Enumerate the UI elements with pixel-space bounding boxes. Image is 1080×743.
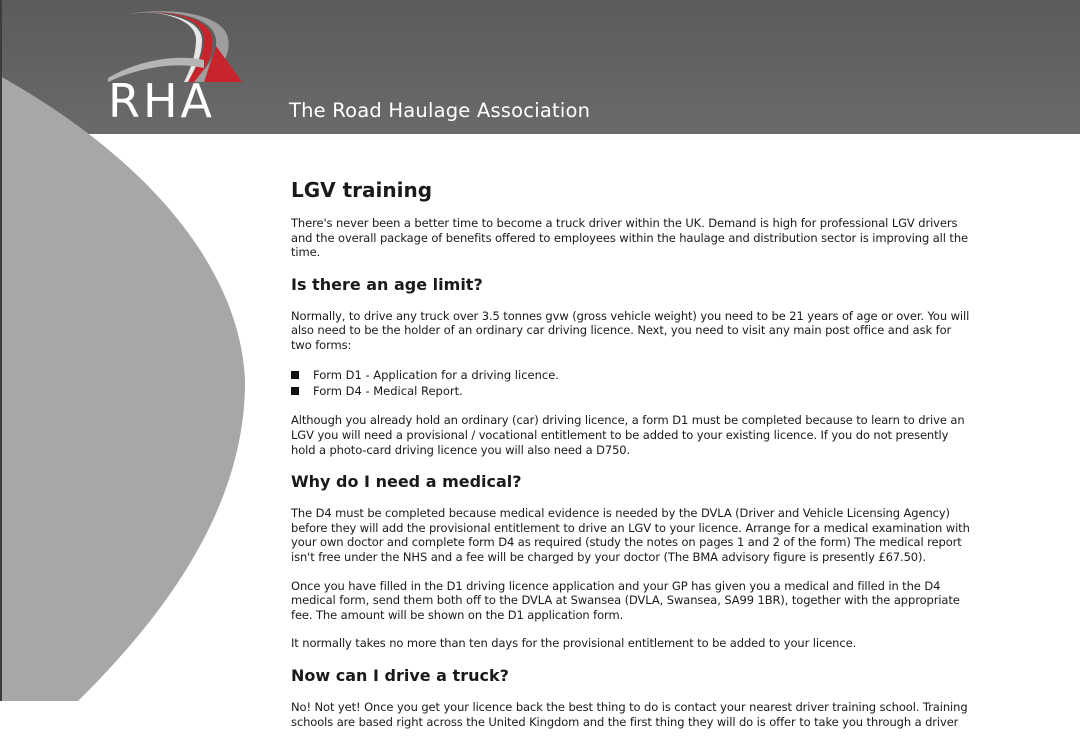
- organisation-name: The Road Haulage Association: [289, 99, 591, 122]
- article: [291, 176, 971, 743]
- forms-list: [291, 367, 971, 400]
- section-paragraph: It normally takes no more than ten days for the provisional entitlement to be added to your licence.: [291, 636, 857, 651]
- list-item: [291, 383, 971, 399]
- list-item: [291, 367, 971, 383]
- list-item-text: Form D4 - Medical Report.: [313, 383, 463, 398]
- section-heading-age-limit: Is there an age limit?: [291, 274, 483, 294]
- section-paragraph: The D4 must be completed because medical evidence is needed by the DVLA (Driver and Vehicle Licensing Agency) before they will add the provisional entitlement to drive an LGV to your licence. Arrange for a medical examination with your own doctor and complete form D4 as required (study the notes on pages 1 and 2 of the form) The medical report isn't free under the NHS and a fee will be charged by your doctor (The BMA advisory figure is presently £67.50).: [291, 506, 970, 564]
- section-paragraph: Once you have filled in the D1 driving licence application and your GP has given you a medical and filled in the D4 medical form, send them both off to the DVLA at Swansea (DVLA, Swansea, SA99 1BR), together with the appropriate fee. The amount will be shown on the D1 application form.: [291, 578, 960, 622]
- list-item-text: Form D1 - Application for a driving licence.: [313, 367, 559, 382]
- square-bullet-icon: [291, 387, 299, 395]
- left-border: [0, 0, 2, 701]
- rha-logo-text: RHA: [108, 74, 216, 128]
- square-bullet-icon: [291, 371, 299, 379]
- intro-paragraph: There's never been a better time to become a truck driver within the UK. Demand is high for professional LGV drivers and the overall package of benefits offered to employees within the haulage and distribution sector is improving all the time.: [291, 216, 968, 260]
- section-paragraph: Normally, to drive any truck over 3.5 tonnes gvw (gross vehicle weight) you need to be 21 years of age or over. You will also need to be the holder of an ordinary car driving licence. Next, you need to visit any main post office and ask for two forms:: [291, 308, 970, 352]
- section-heading-drive-truck: Now can I drive a truck?: [291, 665, 509, 685]
- section-paragraph: Although you already hold an ordinary (car) driving licence, a form D1 must be completed because to learn to drive an LGV you will need a provisional / vocational entitlement to be added to your existing licence. If you do not presently hold a photo-card driving licence you will also need a D750.: [291, 413, 965, 457]
- section-heading-medical: Why do I need a medical?: [291, 472, 522, 492]
- page-title: LGV training: [291, 178, 433, 202]
- section-paragraph: No! Not yet! Once you get your licence back the best thing to do is contact your nearest driver training school. Training schools are based right across the United Kingdom and the first thing they will do is offer to take you through a driver: [291, 699, 968, 729]
